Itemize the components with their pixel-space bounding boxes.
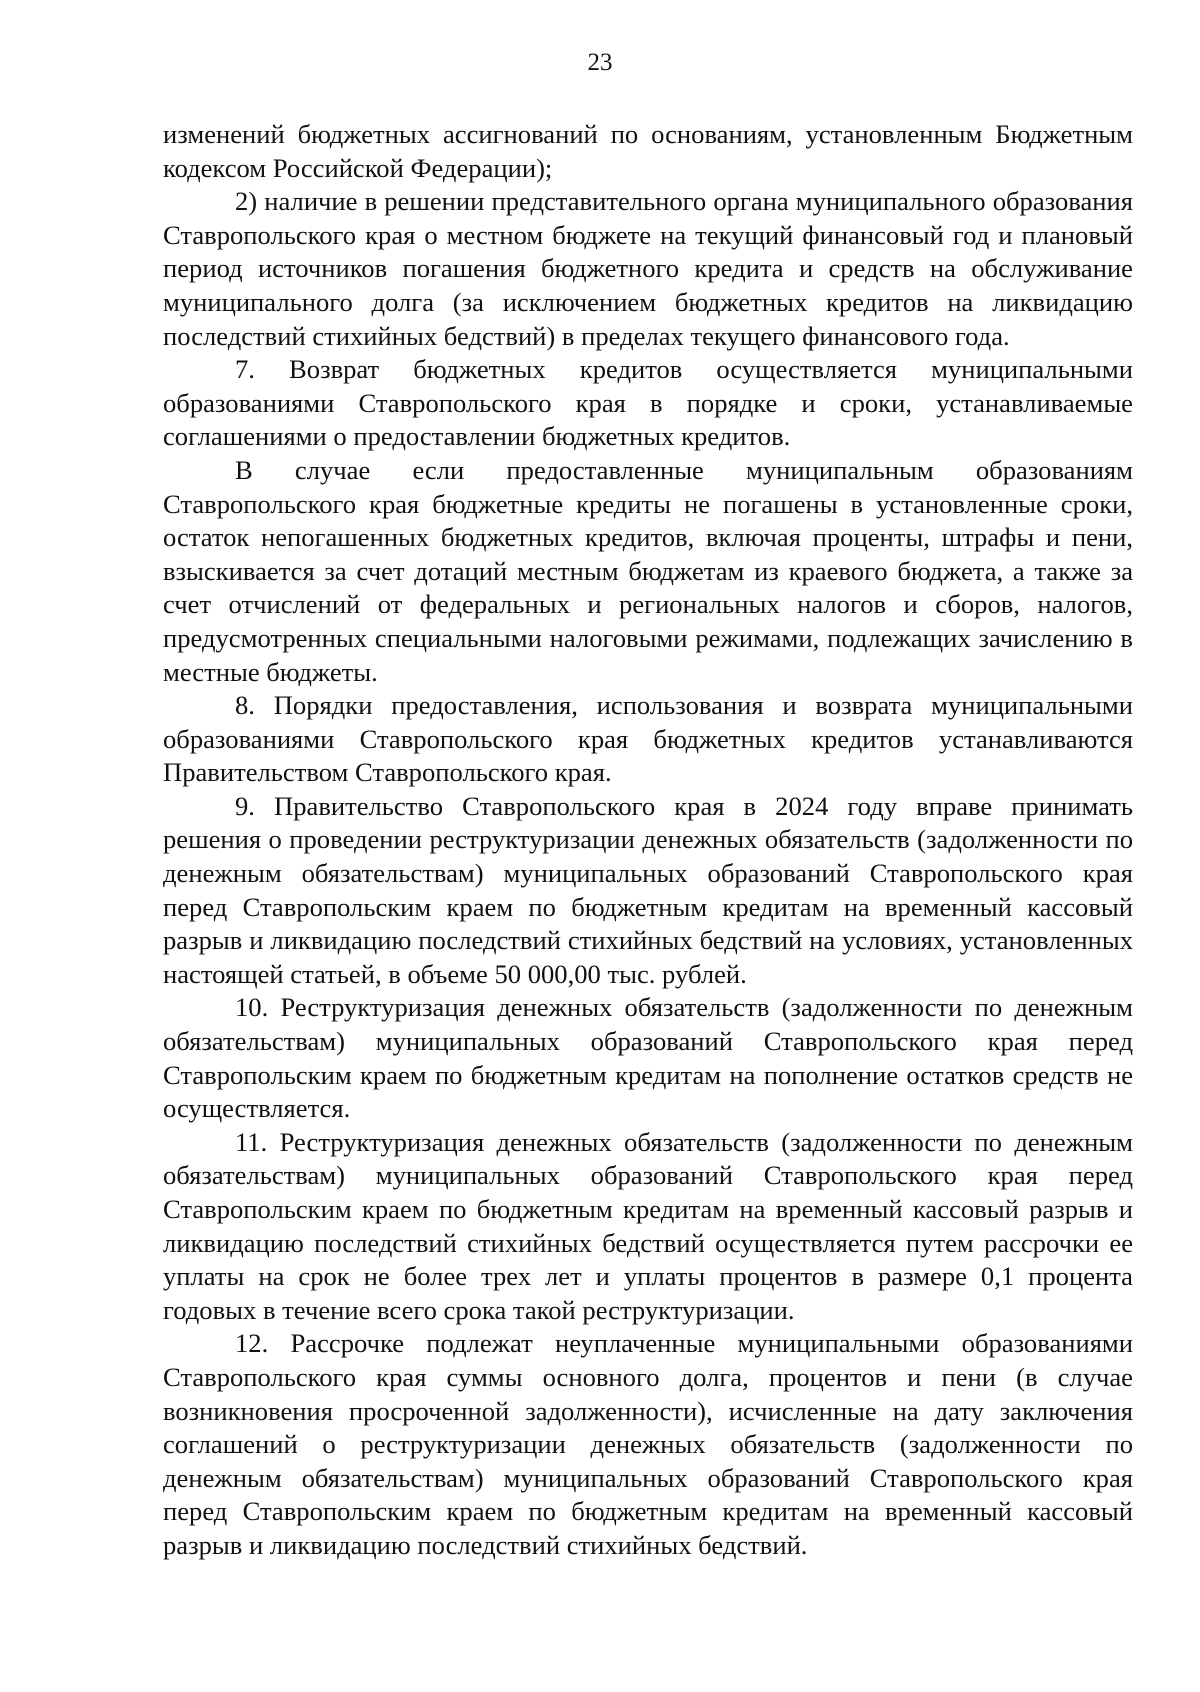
paragraph-7: 7. Возврат бюджетных кредитов осуществляется муниципальными образованиями Ставропольского края в порядке и сроки, устанавливаемые соглашениями о предоставлении бюджетных кредитов.	[163, 354, 1133, 452]
paragraph-7-continued: В случае если предоставленные муниципальным образованиям Ставропольского края бюджетные кредиты не погашены в установленные сроки, остаток непогашенных бюджетных кредитов, включая проценты, штрафы и пени, взыскивается за счет дотаций местным бюджетам из краевого бюджета, а также за счет отчислений от федеральных и региональных налогов и сборов, налогов, предусмотренных специальными налоговыми режимами, подлежащих зачислению в местные бюджеты.	[163, 454, 1133, 687]
paragraph-continuation: изменений бюджетных ассигнований по основаниям, установленным Бюджетным кодексом Российской Федерации);	[163, 119, 1133, 183]
paragraph-11: 11. Реструктуризация денежных обязательств (задолженности по денежным обязательствам) муниципальных образований Ставропольского края перед Ставропольским краем по бюджетным кредитам на временный кассовый разрыв и ликвидацию последствий стихийных бедствий осуществляется путем рассрочки ее уплаты на срок не более трех лет и уплаты процентов в размере 0,1 процента годовых в течение всего срока такой реструктуризации.	[163, 1126, 1133, 1325]
paragraph-12: 12. Рассрочке подлежат неуплаченные муниципальными образованиями Ставропольского края суммы основного долга, процентов и пени (в случае возникновения просроченной задолженности), исчисленные на дату заключения соглашений о реструктуризации денежных обязательств (задолженности по денежным обязательствам) муниципальных образований Ставропольского края перед Ставропольским краем по бюджетным кредитам на временный кассовый разрыв и ликвидацию последствий стихийных бедствий.	[163, 1328, 1133, 1560]
page-number: 23	[587, 49, 613, 76]
document-body	[163, 118, 1133, 1563]
paragraph-9: 9. Правительство Ставропольского края в 2024 году вправе принимать решения о проведении реструктуризации денежных обязательств (задолженности по денежным обязательствам) муниципальных образований Ставропольского края перед Ставропольским краем по бюджетным кредитам на временный кассовый разрыв и ликвидацию последствий стихийных бедствий на условиях, установленных настоящей статьей, в объеме 50 000,00 тыс. рублей.	[163, 790, 1133, 989]
paragraph-item-2: 2) наличие в решении представительного органа муниципального образования Ставропольского края о местном бюджете на текущий финансовый год и плановый период источников погашения бюджетного кредита и средств на обслуживание муниципального долга (за исключением бюджетных кредитов на ликвидацию последствий стихийных бедствий) в пределах текущего финансового года.	[163, 186, 1133, 351]
paragraph-8: 8. Порядки предоставления, использования и возврата муниципальными образованиями Ставропольского края бюджетных кредитов устанавливаются Правительством Ставропольского края.	[163, 690, 1133, 788]
paragraph-10: 10. Реструктуризация денежных обязательств (задолженности по денежным обязательствам) муниципальных образований Ставропольского края перед Ставропольским краем по бюджетным кредитам на пополнение остатков средств не осуществляется.	[163, 992, 1133, 1124]
